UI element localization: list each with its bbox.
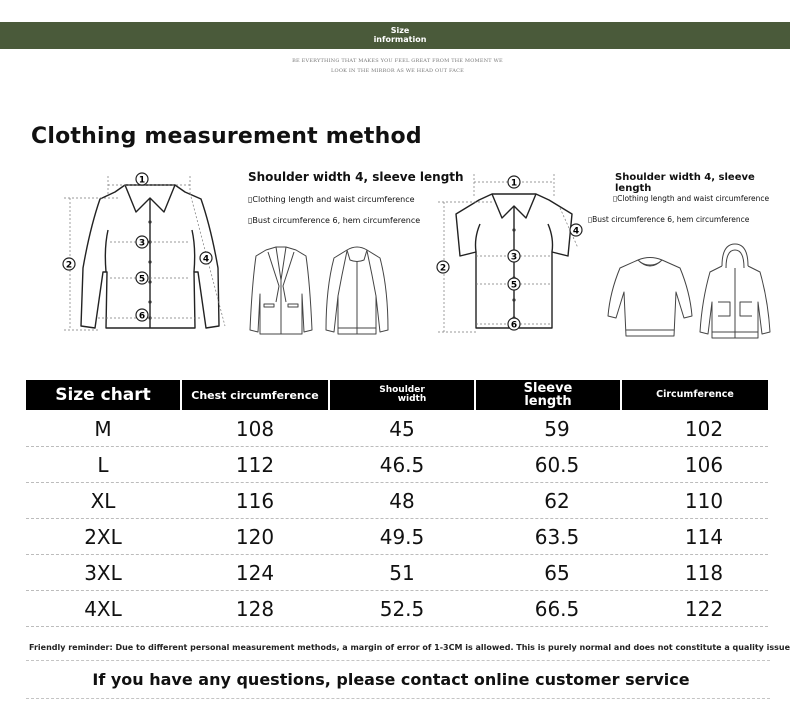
marker-5-label-b: 5 bbox=[510, 280, 518, 291]
header-title-line1: Size bbox=[390, 26, 410, 35]
cell-chest: 108 bbox=[235, 417, 275, 441]
sweater-sketch bbox=[604, 252, 696, 338]
cell-chest: 120 bbox=[235, 525, 275, 549]
size-row-4xl bbox=[26, 591, 768, 627]
contact-message: If you have any questions, please contact online customer service bbox=[92, 670, 690, 689]
cell-shoulder: 51 bbox=[389, 561, 415, 585]
cell-size: 4XL bbox=[84, 597, 122, 621]
cell-shoulder: 49.5 bbox=[379, 525, 425, 549]
cell-circumference: 114 bbox=[684, 525, 724, 549]
long-sleeve-shirt-diagram bbox=[60, 168, 240, 340]
size-chart-header bbox=[26, 380, 768, 410]
size-row-xl bbox=[26, 483, 768, 519]
cell-circumference: 102 bbox=[684, 417, 724, 441]
header-chest-circumference: Chest circumference bbox=[182, 380, 328, 410]
cell-sleeve: 65 bbox=[544, 561, 570, 585]
cell-circumference: 106 bbox=[684, 453, 724, 477]
cell-circumference: 110 bbox=[684, 489, 724, 513]
divider bbox=[26, 660, 770, 661]
size-row-2xl bbox=[26, 519, 768, 555]
cell-shoulder: 52.5 bbox=[379, 597, 425, 621]
marker-4-label-b: 4 bbox=[572, 226, 580, 237]
short-sleeve-shirt-diagram bbox=[432, 168, 592, 340]
cell-size: L bbox=[97, 453, 109, 477]
header-circumference: Circumference bbox=[622, 380, 768, 410]
size-row-l bbox=[26, 447, 768, 483]
marker-5-label: 5 bbox=[138, 274, 146, 285]
marker-3-label: 3 bbox=[138, 238, 146, 249]
marker-1-label: 1 bbox=[138, 175, 146, 186]
left-notes-line-1: ▯Clothing length and waist circumference bbox=[248, 195, 415, 204]
left-notes-heading: Shoulder width 4, sleeve length bbox=[248, 170, 464, 184]
cell-size: XL bbox=[90, 489, 116, 513]
cell-sleeve: 60.5 bbox=[534, 453, 580, 477]
cell-shoulder: 46.5 bbox=[379, 453, 425, 477]
cell-chest: 116 bbox=[235, 489, 275, 513]
marker-1-label-b: 1 bbox=[510, 178, 518, 189]
header-tagline-2: LOOK IN THE MIRROR AS WE HEAD OUT FACE bbox=[331, 68, 464, 74]
cell-chest: 112 bbox=[235, 453, 275, 477]
cell-size: M bbox=[94, 417, 112, 441]
divider bbox=[26, 698, 770, 699]
marker-6-label-b: 6 bbox=[510, 320, 518, 331]
cell-chest: 124 bbox=[235, 561, 275, 585]
right-notes-line-1: ▯Clothing length and waist circumference bbox=[613, 194, 770, 203]
cell-shoulder: 48 bbox=[389, 489, 415, 513]
header-size-chart: Size chart bbox=[26, 380, 180, 410]
cell-chest: 128 bbox=[235, 597, 275, 621]
raglan-jacket-sketch bbox=[322, 244, 392, 338]
cell-circumference: 118 bbox=[684, 561, 724, 585]
hoodie-sketch bbox=[696, 240, 774, 340]
cell-sleeve: 66.5 bbox=[534, 597, 580, 621]
header-title-line2: information bbox=[373, 35, 427, 44]
marker-2-label: 2 bbox=[65, 260, 73, 271]
cell-size: 2XL bbox=[84, 525, 122, 549]
cell-sleeve: 63.5 bbox=[534, 525, 580, 549]
marker-3-label-b: 3 bbox=[510, 252, 518, 263]
cell-sleeve: 59 bbox=[544, 417, 570, 441]
cell-circumference: 122 bbox=[684, 597, 724, 621]
blazer-sketch bbox=[246, 244, 316, 338]
cell-sleeve: 62 bbox=[544, 489, 570, 513]
header-title bbox=[0, 26, 790, 44]
marker-6-label: 6 bbox=[138, 311, 146, 322]
right-notes-line-2: ▯Bust circumference 6, hem circumference bbox=[588, 215, 750, 224]
header-sleeve-length: Sleeve length bbox=[476, 380, 620, 410]
right-notes-heading: Shoulder width 4, sleeve length bbox=[615, 172, 755, 194]
marker-2-label-b: 2 bbox=[439, 263, 447, 274]
cell-shoulder: 45 bbox=[389, 417, 415, 441]
size-row-m bbox=[26, 411, 768, 447]
left-notes-line-2: ▯Bust circumference 6, hem circumference bbox=[248, 216, 421, 225]
header-shoulder-width: Shoulder width bbox=[330, 380, 474, 410]
cell-size: 3XL bbox=[84, 561, 122, 585]
friendly-reminder: Friendly reminder: Due to different personal measurement methods, a margin of error of 1-3CM is allowed. This is purely normal and does not constitute a quality issue bbox=[29, 643, 790, 652]
measurement-method-title: Clothing measurement method bbox=[31, 124, 422, 149]
marker-4-label: 4 bbox=[202, 254, 210, 265]
header-tagline-1: BE EVERYTHING THAT MAKES YOU FEEL GREAT FROM THE MOMENT WE bbox=[292, 58, 503, 64]
size-row-3xl bbox=[26, 555, 768, 591]
